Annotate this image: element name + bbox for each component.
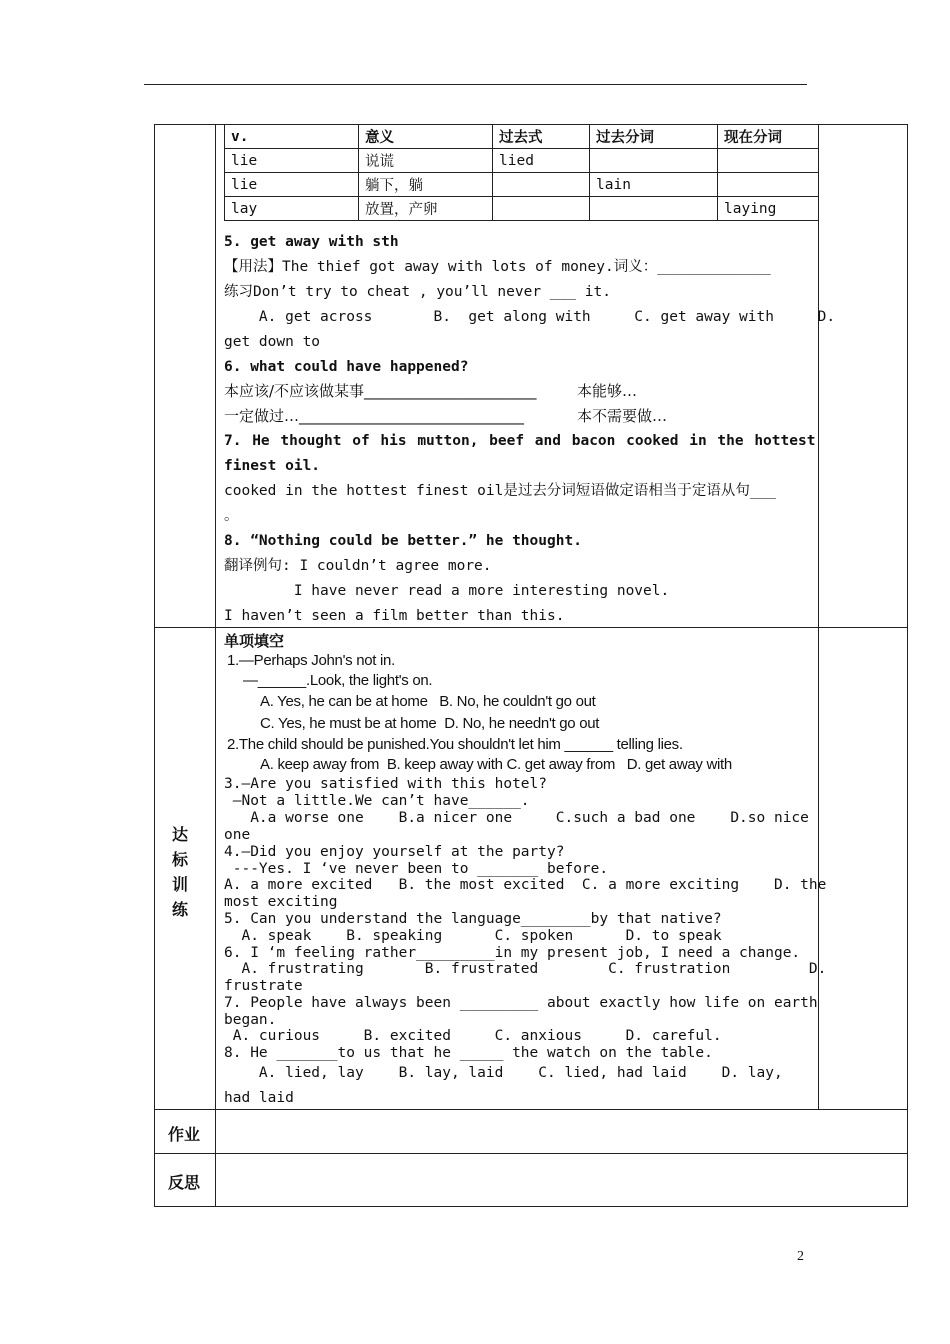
question-3: 3.—Are you satisfied with this hotel?	[224, 776, 548, 792]
note-5-title: 5. get away with sth	[224, 234, 399, 250]
header-past-participle: 过去分词	[590, 125, 718, 149]
note-5-practice: 练习Don’t try to cheat , you’ll never ___ it.	[224, 284, 611, 300]
cell-verb: lay	[225, 197, 359, 221]
section-label-char: 练	[172, 900, 189, 919]
question-5-options: A. speak B. speaking C. spoken D. to speak	[224, 928, 722, 944]
question-3-response: —Not a little.We can’t have______.	[224, 793, 530, 809]
cell-past	[493, 197, 590, 221]
reflection-label: 反思	[168, 1173, 201, 1192]
cell-past-participle	[590, 197, 718, 221]
question-4-options: A. a more excited B. the most excited C. a more exciting D. the	[224, 877, 827, 893]
table-row	[225, 149, 819, 173]
table-row	[225, 173, 819, 197]
question-1-response: —______.Look, the light's on.	[243, 672, 433, 689]
cell-past: lied	[493, 149, 590, 173]
homework-label: 作业	[168, 1125, 201, 1144]
reflection-content-cell	[215, 1153, 908, 1207]
cell-verb: lie	[225, 149, 359, 173]
note-7-line-1: cooked in the hottest finest oil是过去分词短语做定语相当于定语从句___	[224, 483, 777, 499]
header-past-tense: 过去式	[493, 125, 590, 149]
right-column-exercise	[818, 627, 908, 1110]
verb-forms-table	[224, 124, 819, 221]
right-column-top	[818, 124, 908, 628]
note-6-title: 6. what could have happened?	[224, 359, 469, 375]
header-verb: v.	[225, 125, 359, 149]
note-5-options-cont: get down to	[224, 334, 321, 350]
question-3-options-cont: one	[224, 827, 251, 843]
question-1: 1.—Perhaps John's not in.	[227, 652, 395, 669]
question-1-options-cd: C. Yes, he must be at home D. No, he needn't go out	[260, 715, 600, 732]
question-7-cont: began.	[224, 1012, 277, 1028]
note-8-title: 8. “Nothing could be better.” he thought.	[224, 533, 582, 549]
note-7-title-1: 7. He thought of his mutton, beef and bacon cooked in the hottest	[224, 433, 816, 449]
note-7-line-2: 。	[224, 508, 239, 524]
question-6: 6. I ‘m feeling rather_________in my present job, I need a change.	[224, 945, 801, 961]
cell-present-participle	[718, 173, 819, 197]
note-8-line-3: I haven’t seen a film better than this.	[224, 608, 565, 624]
note-6-line-2a: 一定做过…______________________________	[224, 407, 525, 425]
section-label-char: 训	[172, 875, 189, 894]
question-5: 5. Can you understand the language________by that native?	[224, 911, 722, 927]
note-6-line-1a: 本应该/不应该做某事_______________________	[224, 382, 537, 400]
question-8-options-cont: had laid	[224, 1090, 294, 1106]
question-2-options: A. keep away from B. keep away with C. get away from D. get away with	[260, 756, 732, 773]
question-8: 8. He _______to us that he _____ the watch on the table.	[224, 1045, 713, 1061]
question-4-response: ---Yes. I ‘ve never been to _______ before.	[224, 861, 609, 877]
page-number: 2	[797, 1249, 804, 1264]
note-7-title-2: finest oil.	[224, 458, 321, 474]
question-2: 2.The child should be punished.You shouldn't let him ______ telling lies.	[227, 736, 683, 753]
question-6-options: A. frustrating B. frustrated C. frustration D.	[224, 961, 827, 977]
note-5-usage: 【用法】The thief got away with lots of money.词义：_____________	[224, 259, 771, 275]
header-rule	[144, 84, 807, 85]
cell-meaning: 躺下，躺	[359, 173, 493, 197]
question-7: 7. People have always been _________ about exactly how life on earth	[224, 995, 818, 1011]
note-6-line-1b: 本能够…	[577, 382, 638, 400]
question-3-options: A.a worse one B.a nicer one C.such a bad one D.so nice	[224, 810, 809, 826]
question-4-options-cont: most exciting	[224, 894, 338, 910]
left-column-top	[154, 124, 216, 628]
cell-past-participle	[590, 149, 718, 173]
note-8-line-2: I have never read a more interesting novel.	[224, 583, 670, 599]
cell-present-participle	[718, 149, 819, 173]
question-4: 4.—Did you enjoy yourself at the party?	[224, 844, 565, 860]
cell-meaning: 说谎	[359, 149, 493, 173]
table-row	[225, 197, 819, 221]
header-present-participle: 现在分词	[718, 125, 819, 149]
exercise-title: 单项填空	[224, 632, 285, 650]
note-6-line-2b: 本不需要做…	[577, 407, 668, 425]
question-8-options: A. lied, lay B. lay, laid C. lied, had laid D. lay,	[224, 1065, 783, 1081]
question-7-options: A. curious B. excited C. anxious D. careful.	[224, 1028, 722, 1044]
question-1-options-ab: A. Yes, he can be at home B. No, he couldn't go out	[260, 693, 596, 710]
section-label-char: 达	[172, 825, 189, 844]
section-label-char: 标	[172, 850, 189, 869]
note-5-options: A. get across B. get along with C. get away with D.	[224, 309, 836, 325]
cell-verb: lie	[225, 173, 359, 197]
question-6-options-cont: frustrate	[224, 978, 303, 994]
homework-content-cell	[215, 1109, 908, 1154]
cell-past-participle: lain	[590, 173, 718, 197]
header-meaning: 意义	[359, 125, 493, 149]
cell-meaning: 放置，产卵	[359, 197, 493, 221]
cell-past	[493, 173, 590, 197]
cell-present-participle: laying	[718, 197, 819, 221]
table-header-row	[225, 125, 819, 149]
note-8-line-1: 翻译例句: I couldn’t agree more.	[224, 558, 492, 574]
